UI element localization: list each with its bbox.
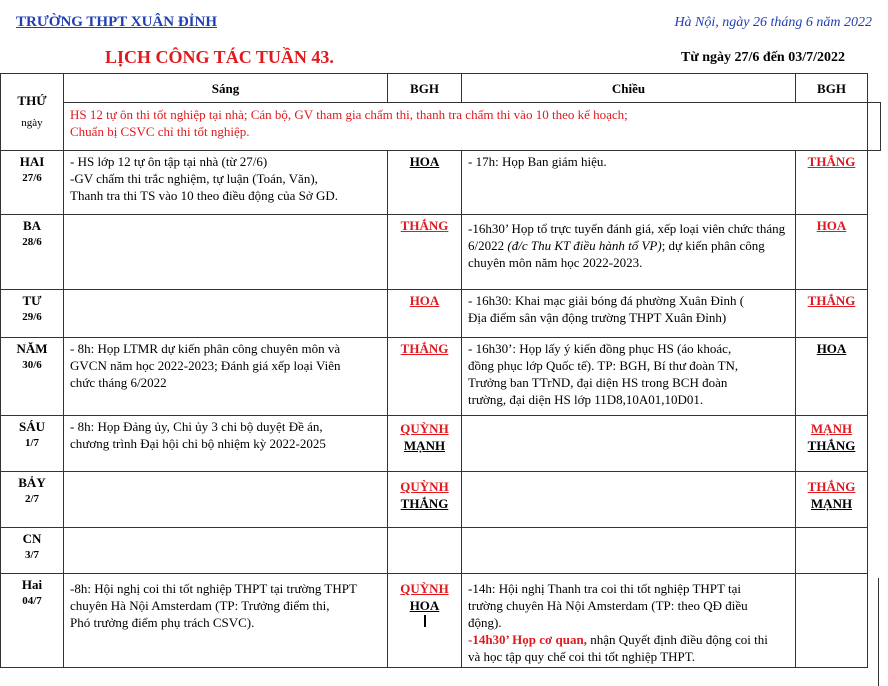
bgh-column-header-1: BGH [388, 74, 462, 103]
morning-cell: - HS lớp 12 tự ôn tập tại nhà (từ 27/6) -GV chấm thi trắc nghiệm, tự luận (Toán, Văn), Thanh tra thi TS vào 10 theo điều động của Sở GD. [64, 151, 388, 215]
school-name: TRƯỜNG THPT XUÂN ĐỈNH [16, 14, 217, 30]
day-cell: BA 28/6 [1, 215, 64, 290]
day-cell: CN 3/7 [1, 528, 64, 574]
morning-cell [64, 472, 388, 528]
bgh-cell [796, 574, 868, 668]
day-cell: BẢY 2/7 [1, 472, 64, 528]
day-cell: Hai 04/7 [1, 574, 64, 668]
bgh-cell: QUỲNH MẠNH [388, 416, 462, 472]
afternoon-cell: - 16h30’: Họp lấy ý kiến đồng phục HS (áo khoác, đồng phục lớp Quốc tế). TP: BGH, Bí thư đoàn TN, Trưởng ban TTrND, đại diện HS trong BCH đoàn trường, đại diện HS lớp 11D8,10A01,10D01. [462, 338, 796, 416]
bgh-cell: QUỲNH THẮNG [388, 472, 462, 528]
document-date: Hà Nội, ngày 26 tháng 6 năm 2022 [674, 15, 872, 30]
table-row [1, 528, 881, 574]
table-row [1, 416, 881, 472]
morning-cell: -8h: Hội nghị coi thi tốt nghiệp THPT tại trường THPT chuyên Hà Nội Amsterdam (TP: Trưởng điểm thi, Phó trưởng điểm phụ trách CSVC). [64, 574, 388, 668]
bgh-cell: THẮNG [796, 290, 868, 338]
afternoon-cell [462, 416, 796, 472]
bgh-cell: HOA [796, 215, 868, 290]
day-column-header: THỨ ngày [1, 74, 64, 151]
morning-column-header: Sáng [64, 74, 388, 103]
bgh-cell: QUỲNH HOA [388, 574, 462, 668]
page-edge-line [878, 578, 879, 686]
bgh-column-header-2: BGH [796, 74, 868, 103]
table-row [1, 574, 881, 668]
bgh-cell: THẮNG [796, 151, 868, 215]
notice-row [1, 103, 881, 151]
document-title: LỊCH CÔNG TÁC TUẦN 43. [105, 47, 334, 67]
bgh-cell: THẮNG [388, 338, 462, 416]
bgh-cell: HOA [388, 290, 462, 338]
bgh-cell [388, 528, 462, 574]
morning-cell [64, 290, 388, 338]
afternoon-cell [462, 472, 796, 528]
schedule-table [0, 73, 881, 668]
day-cell: TƯ 29/6 [1, 290, 64, 338]
morning-cell [64, 528, 388, 574]
afternoon-cell [462, 528, 796, 574]
bgh-cell: THẮNG MẠNH [796, 472, 868, 528]
afternoon-column-header: Chiều [462, 74, 796, 103]
header-row [1, 74, 881, 103]
day-cell: NĂM 30/6 [1, 338, 64, 416]
afternoon-cell: - 16h30: Khai mạc giải bóng đá phường Xuân Đỉnh ( Địa điểm sân vận động trường THPT Xuân Đỉnh) [462, 290, 796, 338]
afternoon-cell: -14h: Hội nghị Thanh tra coi thi tốt nghiệp THPT tại trường chuyên Hà Nội Amsterdam (TP: theo QĐ điều động). -14h30’ Họp cơ quan, nhận Quyết định điều động coi thi và học tập quy chế coi thi tốt nghiệp THPT. [462, 574, 796, 668]
table-row [1, 338, 881, 416]
bgh-cell: THẮNG [388, 215, 462, 290]
afternoon-cell: - 17h: Họp Ban giám hiệu. [462, 151, 796, 215]
day-cell: SÁU 1/7 [1, 416, 64, 472]
weekly-notice: HS 12 tự ôn thi tốt nghiệp tại nhà; Cán bộ, GV tham gia chấm thi, thanh tra chấm thi vào 10 theo kế hoạch; Chuẩn bị CSVC chỉ thi tốt nghiệp. [64, 103, 796, 151]
table-row [1, 151, 881, 215]
day-cell: HAI 27/6 [1, 151, 64, 215]
table-row [1, 472, 881, 528]
bgh-cell [796, 528, 868, 574]
morning-cell [64, 215, 388, 290]
bgh-cell: HOA [796, 338, 868, 416]
afternoon-cell: -16h30’ Họp tổ trực tuyến đánh giá, xếp loại viên chức tháng 6/2022 (đ/c Thu KT điều hành tổ VP); dự kiến phân công chuyên môn năm học 2022-2023. [462, 215, 796, 290]
table-row [1, 215, 881, 290]
morning-cell: - 8h: Họp Đảng ủy, Chi ủy 3 chi bộ duyệt Đề án, chương trình Đại hội chi bộ nhiệm kỳ 2022-2025 [64, 416, 388, 472]
table-row [1, 290, 881, 338]
week-range: Từ ngày 27/6 đến 03/7/2022 [681, 50, 845, 65]
bgh-cell: HOA [388, 151, 462, 215]
morning-cell: - 8h: Họp LTMR dự kiến phân công chuyên môn và GVCN năm học 2022-2023; Đánh giá xếp loại Viên chức tháng 6/2022 [64, 338, 388, 416]
text-cursor [424, 615, 426, 627]
bgh-cell: MẠNH THẮNG [796, 416, 868, 472]
